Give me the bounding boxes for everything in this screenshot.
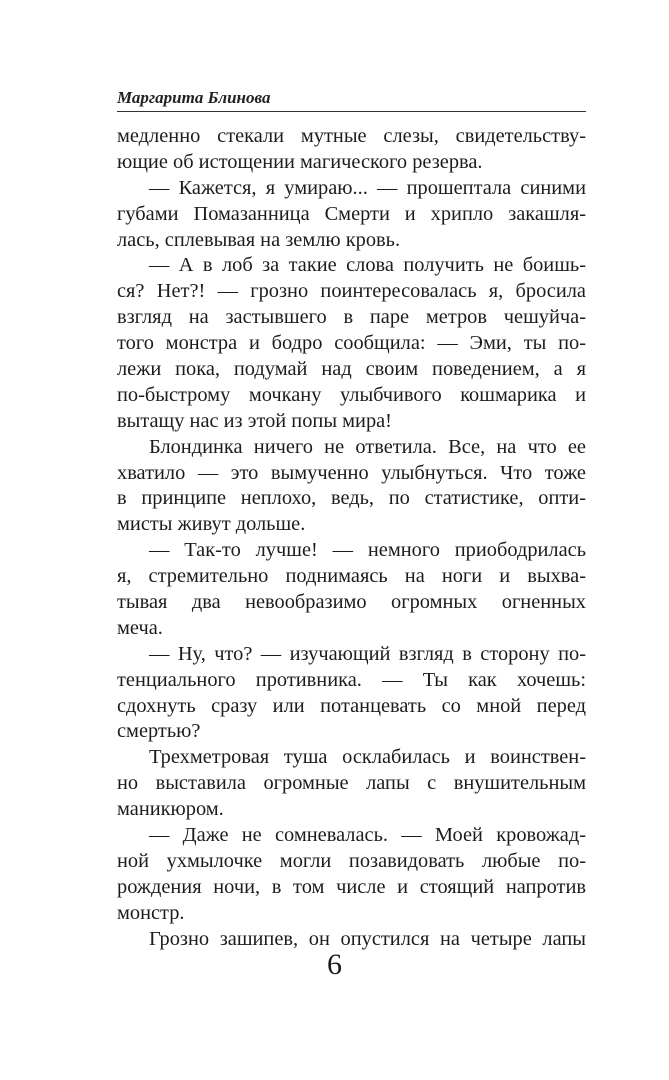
- text-line: вытащу нас из этой попы мира!: [117, 409, 392, 432]
- text-line: лежи пока, подумай над своим поведением, а я: [117, 358, 586, 381]
- text-line: тенциального противника. — Ты как хочешь:: [117, 668, 586, 691]
- text-line: — А в лоб за такие слова получить не боишь-: [149, 254, 586, 277]
- text-line: по-быстрому мочкану улыбчивого кошмарика и: [117, 383, 586, 406]
- text-line: рождения ночи, в том числе и стоящий напротив: [117, 875, 586, 898]
- text-line: Грозно зашипев, он опустился на четыре лапы: [149, 927, 586, 950]
- text-line: хватило — это вымученно улыбнуться. Что тоже: [117, 461, 586, 484]
- text-line: — Кажется, я умираю... — прошептала синими: [149, 176, 586, 199]
- text-line: ной ухмылочке могли позавидовать любые по-: [117, 849, 586, 872]
- text-line: Трехметровая туша осклабилась и воинствен-: [149, 746, 586, 769]
- text-line: лась, сплевывая на землю кровь.: [117, 228, 401, 251]
- text-line: в принципе неплохо, ведь, по статистике, опти-: [117, 487, 586, 510]
- text-line: — Даже не сомневалась. — Моей кровожад-: [149, 824, 586, 847]
- text-line: ющие об истощении магического резерва.: [117, 150, 483, 173]
- text-line: губами Помазанница Смерти и хрипло закашля-: [117, 202, 586, 225]
- text-line: взгляд на застывшего в паре метров чешуйча-: [117, 306, 586, 329]
- text-line: — Так-то лучше! — немного приободрилась: [149, 539, 586, 562]
- text-line: Блондинка ничего не ответила. Все, на что ее: [149, 435, 586, 458]
- text-line: тывая два невообразимо огромных огненных: [117, 591, 586, 614]
- text-line: маникюром.: [117, 798, 224, 821]
- text-line: монстр.: [117, 901, 185, 924]
- body-text: [117, 124, 586, 953]
- text-line: но выставила огромные лапы с внушительным: [117, 772, 586, 795]
- text-line: смертью?: [117, 720, 201, 743]
- text-line: я, стремительно поднимаясь на ноги и выхва-: [117, 565, 586, 588]
- text-line: того монстра и бодро сообщила: — Эми, ты по-: [117, 332, 586, 355]
- text-line: меча.: [117, 616, 163, 639]
- header-rule: [117, 111, 586, 112]
- text-line: мисты живут дольше.: [117, 513, 306, 536]
- text-line: сдохнуть сразу или потанцевать со мной перед: [117, 694, 586, 717]
- text-line: медленно стекали мутные слезы, свидетельству-: [117, 125, 586, 147]
- page-number: 6: [327, 948, 342, 981]
- text-line: — Ну, что? — изучающий взгляд в сторону по-: [149, 642, 586, 665]
- running-head-author: Маргарита Блинова: [117, 88, 271, 107]
- text-line: ся? Нет?! — грозно поинтересовалась я, бросила: [117, 280, 586, 303]
